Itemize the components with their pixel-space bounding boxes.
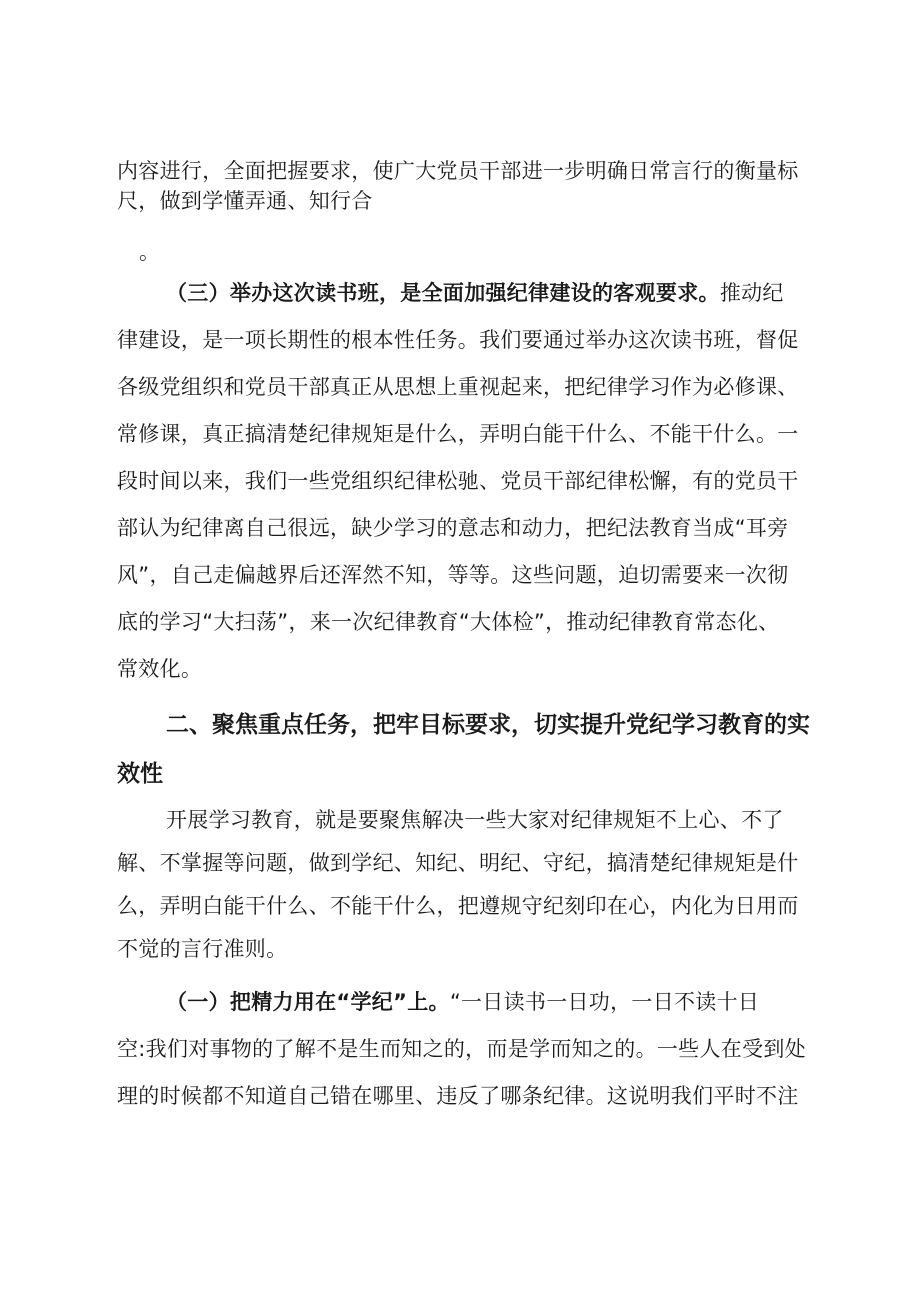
text-span: 底的学习“大扫荡”，来一次纪律教育“大体检”，推动纪律教育常态化、: [117, 610, 780, 634]
subheading-line: [166, 988, 759, 1016]
text-line: [117, 420, 799, 448]
text-line: [117, 467, 799, 495]
text-span: 各级党组织和党员干部真正从思想上重视起来，把纪律学习作为必修课、: [117, 375, 799, 399]
text-span: 不觉的言行准则。: [117, 937, 288, 961]
text-line: [117, 608, 779, 636]
section-heading: [117, 760, 163, 788]
text-span: 。: [139, 240, 161, 264]
text-span: 理的时候都不知道自己错在哪里、违反了哪条纪律。这说明我们平时不注: [117, 1084, 799, 1108]
text-line: [117, 655, 202, 683]
heading-text: 二、聚焦重点任务，把牢目标要求，切实提升党纪学习教育的实: [166, 712, 810, 738]
text-span: 么，弄明白能干什么、不能干什么，把遵规守纪刻印在心，内化为日用而: [117, 894, 799, 918]
text-line: [117, 514, 788, 542]
text-span: 尺，做到学懂弄通、知行合: [117, 189, 373, 213]
text-line: [117, 935, 287, 963]
text-span: 开展学习教育，就是要聚焦解决一些大家对纪律规矩不上心、不了: [166, 808, 784, 832]
text-span: 常效化。: [117, 657, 203, 681]
section-heading: [166, 711, 810, 739]
text-span: “一日读书一日功，一日不读十日: [449, 990, 760, 1014]
text-span: 律建设，是一项长期性的根本性任务。我们要通过举办这次读书班，督促: [117, 328, 799, 352]
text-line: [117, 892, 799, 920]
text-span: 常修课，真正搞清楚纪律规矩是什么，弄明白能干什么、不能干什么。一: [117, 422, 799, 446]
text-line: [117, 1035, 806, 1063]
text-line: [117, 1082, 799, 1110]
text-line: [117, 561, 788, 589]
text-span: 内容进行，全面把握要求，使广大党员干部进一步明确日常言行的衡量标: [117, 159, 799, 183]
text-span: 空:我们对事物的了解不是生而知之的，而是学而知之的。一些人在受到处: [117, 1037, 806, 1061]
text-line: [117, 157, 799, 185]
text-span: 推动纪: [719, 281, 784, 305]
text-span: 段时间以来，我们一些党组织纪律松驰、党员干部纪律松懈，有的党员干: [117, 469, 799, 493]
subheading-line: [166, 279, 784, 307]
text-span: 解、不掌握等问题，做到学纪、知纪、明纪、守纪，搞清楚纪律规矩是什: [117, 851, 799, 875]
subheading-text: （一）把精力用在“学纪”上。: [166, 990, 450, 1014]
text-line: [117, 187, 373, 215]
text-line: [117, 373, 799, 401]
subheading-text: （三）举办这次读书班，是全面加强纪律建设的客观要求。: [166, 281, 720, 305]
text-line: [139, 238, 160, 266]
text-span: 风”，自己走偏越界后还浑然不知，等等。这些问题，迫切需要来一次彻: [117, 563, 789, 587]
text-line: [117, 849, 799, 877]
text-span: 部认为纪律离自己很远，缺少学习的意志和动力，把纪法教育当成“耳旁: [117, 516, 789, 540]
text-line: [117, 326, 799, 354]
text-line: [166, 806, 784, 834]
heading-text: 效性: [117, 761, 163, 787]
